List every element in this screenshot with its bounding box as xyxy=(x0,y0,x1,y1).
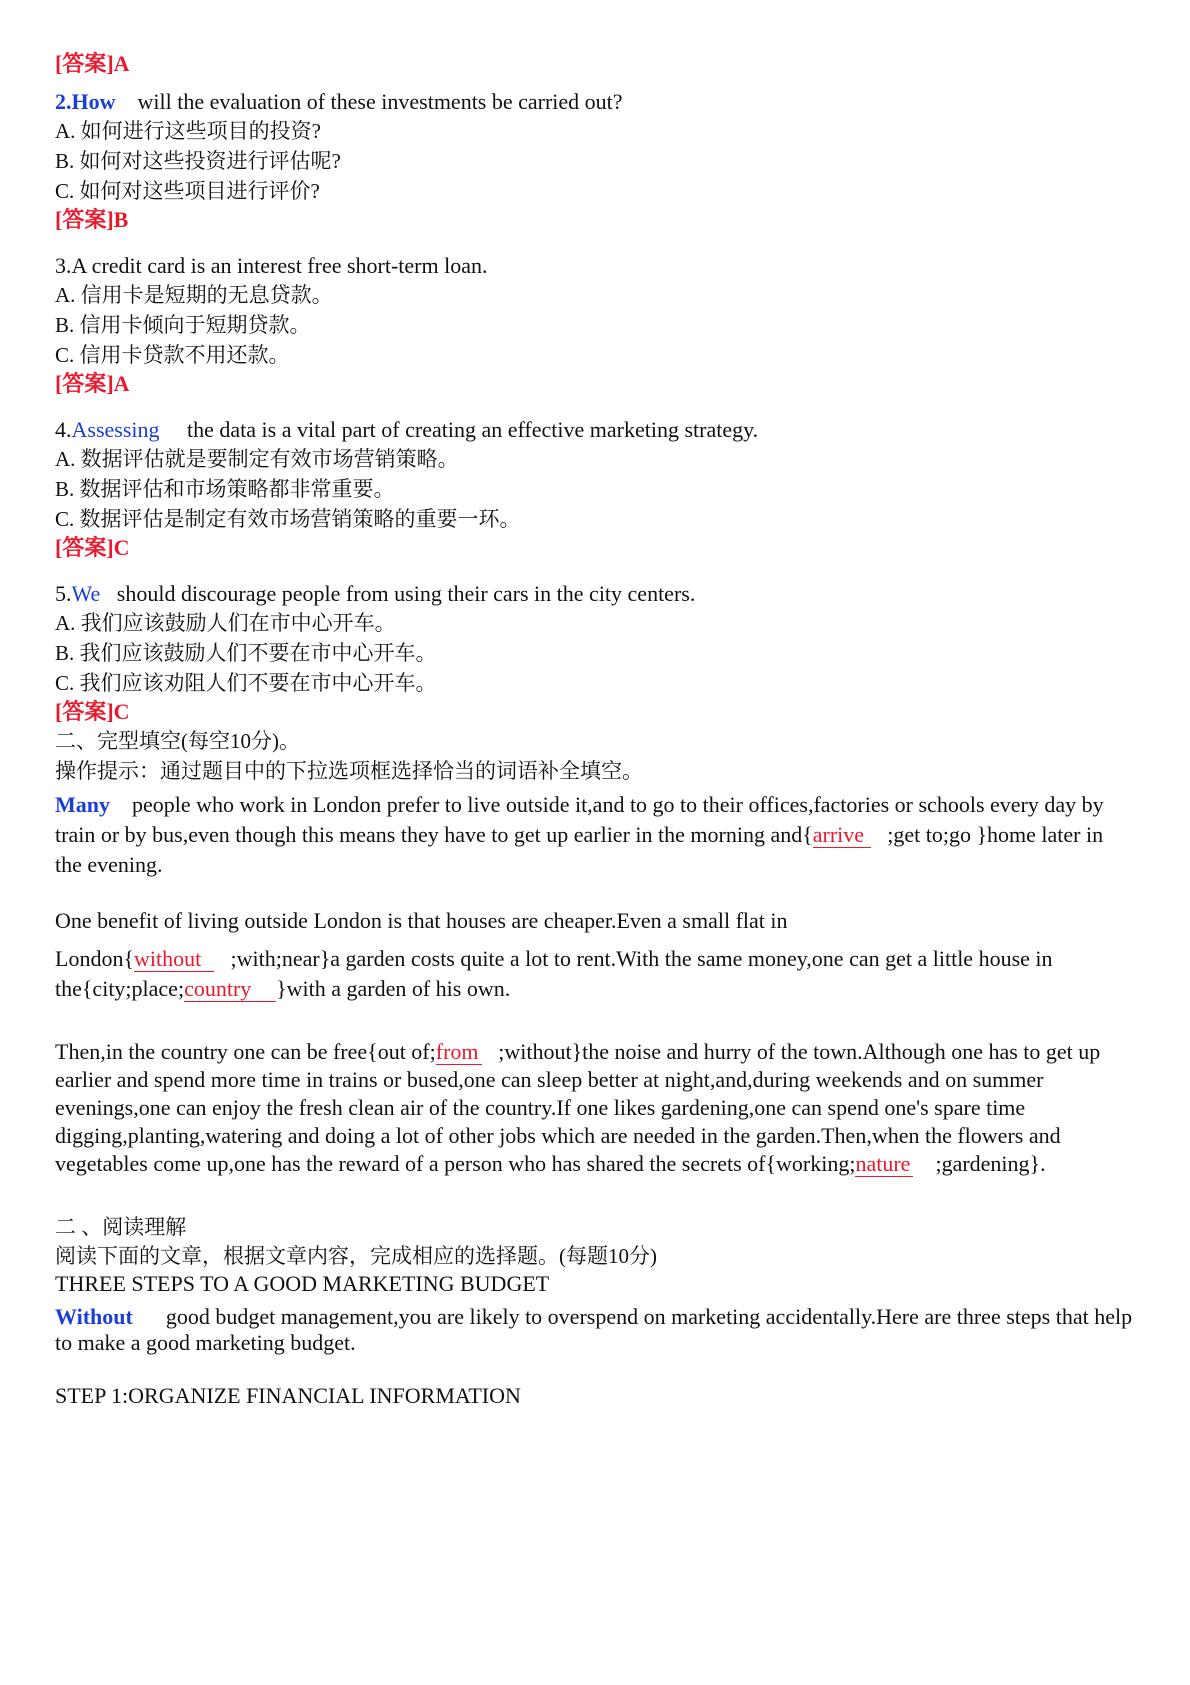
question-5-option-b: B. 我们应该鼓励人们不要在市中心开车。 xyxy=(55,641,437,665)
document-page xyxy=(55,50,1135,1410)
reading-paragraph-1 xyxy=(55,1304,1135,1356)
question-4-option-c: C. 数据评估是制定有效市场营销策略的重要一环。 xyxy=(55,507,521,531)
question-2-text: will the evaluation of these investments be carried out? xyxy=(137,89,623,114)
cloze-text-1b: ;get to;go }home later in the evening. xyxy=(55,822,1104,877)
question-4-text: the data is a vital part of creating an effective marketing strategy. xyxy=(187,417,759,442)
question-4-option-a: A. 数据评估就是要制定有效市场营销策略。 xyxy=(55,447,459,471)
question-4-option-b: B. 数据评估和市场策略都非常重要。 xyxy=(55,477,395,501)
cloze-lead-word: Many xyxy=(55,792,110,817)
cloze-text-4b: ;without}the noise and hurry of the town.Although one has to get up earlier and spend more time in trains or bused,one can sleep better at night,and,during weekends and on summer evenings,one can enjoy the fresh clean air of the country.If one likes gardening,one can spend one's spare time digging,planting,watering and doing a lot of other jobs which are needed in the garden.Then,when the flowers and vegetables come up,one has the reward of a person who has shared the secrets of{working; xyxy=(55,1039,1101,1176)
question-5-option-c: C. 我们应该劝阻人们不要在市中心开车。 xyxy=(55,671,437,695)
cloze-text-3c: }with a garden of his own. xyxy=(276,976,511,1001)
cloze-heading: 二、完型填空(每空10分)。 xyxy=(55,729,300,753)
question-2-option-c: C. 如何对这些项目进行评价? xyxy=(55,179,320,203)
reading-heading: 二 、阅读理解 xyxy=(55,1215,187,1239)
cloze-blank-4[interactable]: from xyxy=(436,1040,482,1065)
cloze-paragraph-1 xyxy=(55,790,1135,880)
question-4-number: 4. xyxy=(55,417,72,442)
question-3: 3.A credit card is an interest free short-term loan. xyxy=(55,253,488,278)
question-2-lead-word: How xyxy=(71,89,116,114)
reading-title: THREE STEPS TO A GOOD MARKETING BUDGET xyxy=(55,1271,550,1296)
reading-lead-word: Without xyxy=(55,1304,133,1329)
cloze-blank-5[interactable]: nature xyxy=(855,1152,913,1177)
question-3-option-a: A. 信用卡是短期的无息贷款。 xyxy=(55,283,333,307)
cloze-text-1a: people who work in London prefer to live outside it,and to go to their offices,factories or schools every day by train or by bus,even though this means they have to get up earlier in the morning and{ xyxy=(55,792,1104,847)
question-5 xyxy=(55,580,1135,608)
cloze-tip: 操作提示：通过题目中的下拉选项框选择恰当的词语补全填空。 xyxy=(55,759,643,783)
cloze-text-3a: London{ xyxy=(55,946,134,971)
answer-q5: [答案]C xyxy=(55,699,130,724)
answer-q3: [答案]A xyxy=(55,371,130,396)
question-2-number: 2. xyxy=(55,89,72,114)
cloze-paragraph-4 xyxy=(55,1038,1135,1178)
reading-step-1: STEP 1:ORGANIZE FINANCIAL INFORMATION xyxy=(55,1383,521,1408)
cloze-paragraph-2: One benefit of living outside London is that houses are cheaper.Even a small flat in xyxy=(55,908,788,933)
question-5-number: 5. xyxy=(55,581,72,606)
question-4-lead-word: Assessing xyxy=(71,417,160,442)
question-2-option-b: B. 如何对这些投资进行评估呢? xyxy=(55,149,341,173)
cloze-blank-1[interactable]: arrive xyxy=(813,823,871,848)
cloze-text-4a: Then,in the country one can be free{out of; xyxy=(55,1039,436,1064)
answer-q1: [答案]A xyxy=(55,51,130,76)
reading-instruction: 阅读下面的文章，根据文章内容，完成相应的选择题。(每题10分) xyxy=(55,1244,657,1268)
question-5-lead-word: We xyxy=(71,581,101,606)
question-3-option-c: C. 信用卡贷款不用还款。 xyxy=(55,343,290,367)
question-5-text: should discourage people from using their cars in the city centers. xyxy=(116,581,696,606)
question-3-option-b: B. 信用卡倾向于短期贷款。 xyxy=(55,313,311,337)
question-5-option-a: A. 我们应该鼓励人们在市中心开车。 xyxy=(55,611,396,635)
question-4 xyxy=(55,416,1135,444)
cloze-blank-3[interactable]: country xyxy=(184,977,276,1002)
cloze-blank-2[interactable]: without xyxy=(134,947,214,972)
answer-q2: [答案]B xyxy=(55,207,129,232)
cloze-text-4c: ;gardening}. xyxy=(935,1151,1046,1176)
answer-q4: [答案]C xyxy=(55,535,130,560)
reading-text-1: good budget management,you are likely to overspend on marketing accidentally.Here are three steps that help to make a good marketing budget. xyxy=(55,1304,1133,1355)
cloze-text-3b: ;with;near}a garden costs quite a lot to rent.With the same money,one can get a little house in the{city;place; xyxy=(55,946,1053,1001)
cloze-paragraph-3 xyxy=(55,944,1135,1004)
question-2 xyxy=(55,88,1135,116)
question-2-option-a: A. 如何进行这些项目的投资? xyxy=(55,119,321,143)
